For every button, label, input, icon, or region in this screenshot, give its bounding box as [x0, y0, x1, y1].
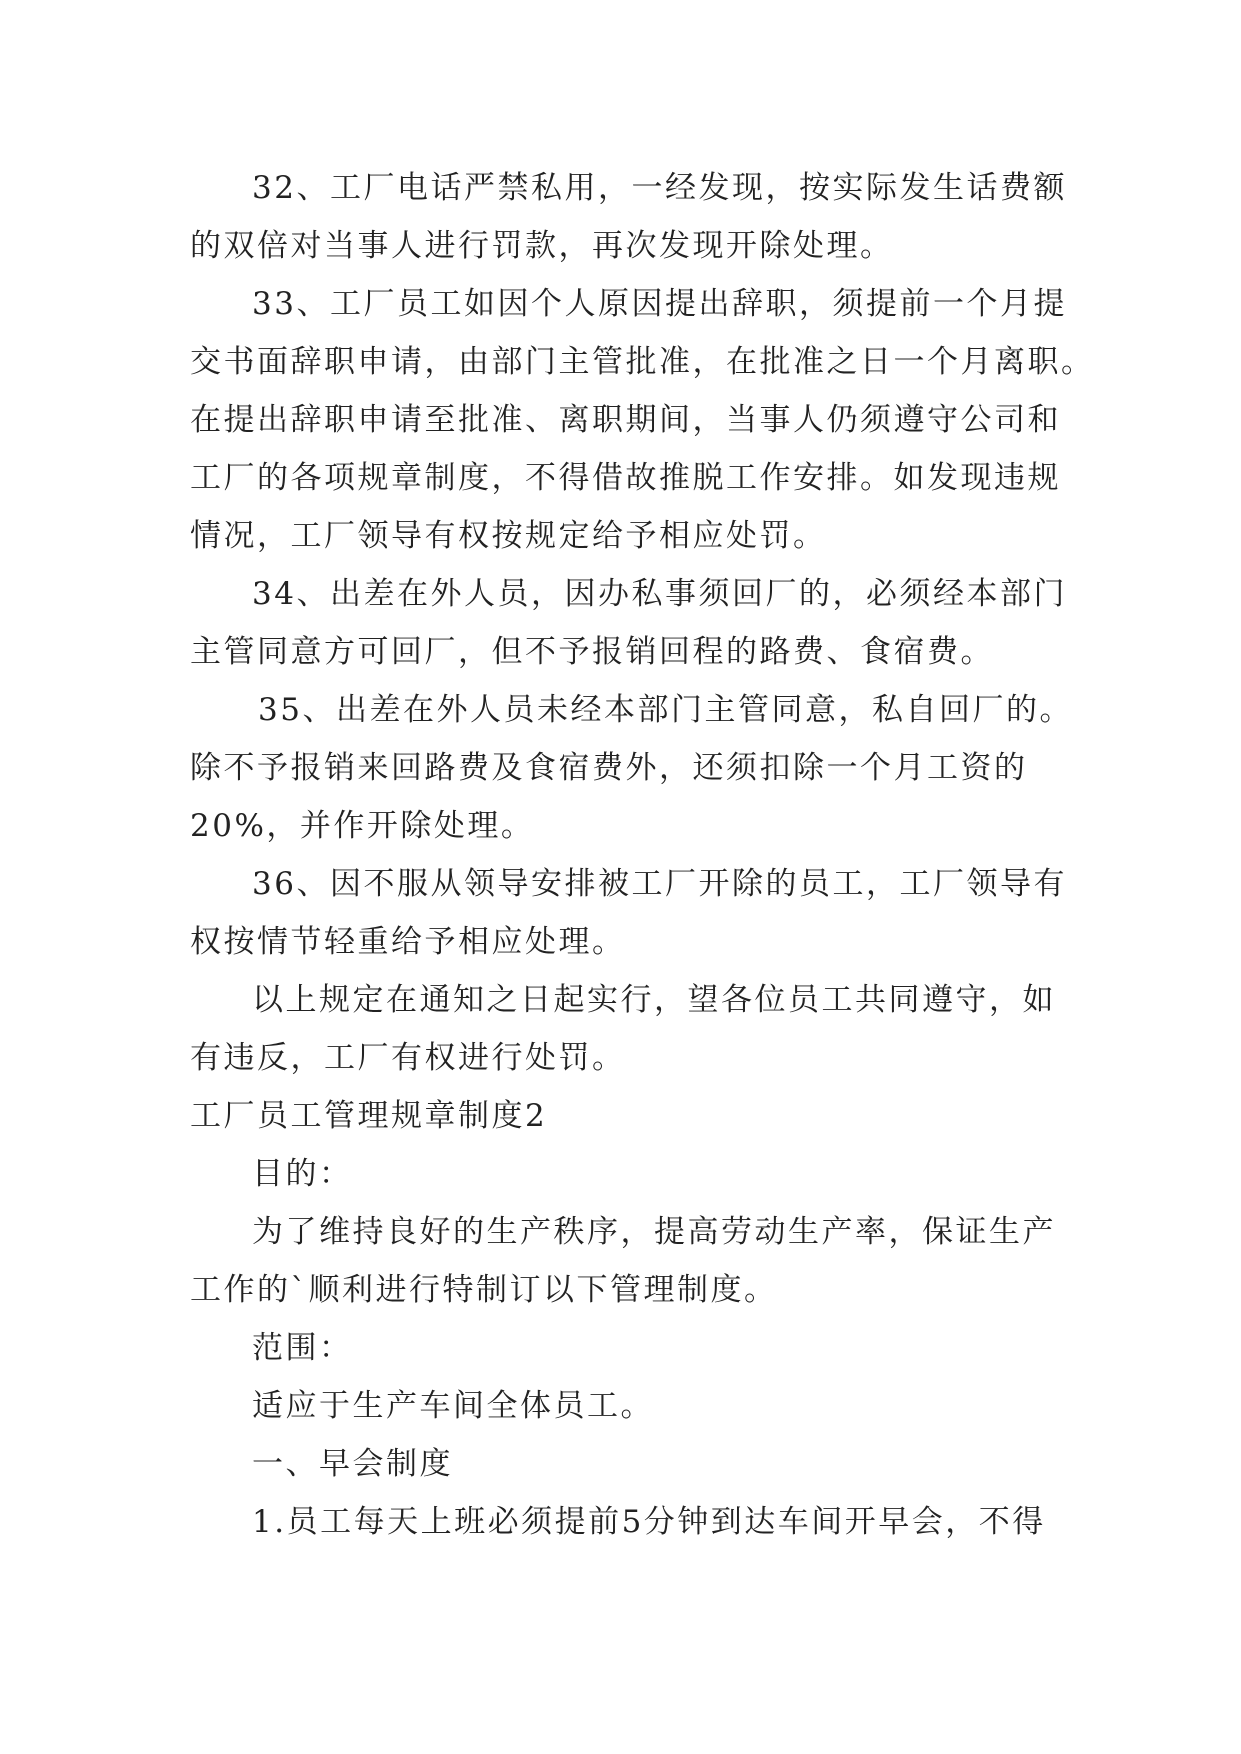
text-line: 在提出辞职申请至批准、离职期间，当事人仍须遵守公司和 — [190, 402, 1061, 438]
paragraph-section-1 — [190, 1435, 1062, 1493]
paragraph-rule-34 — [190, 565, 1067, 681]
text-line: 20%，并作开除处理。 — [190, 808, 535, 844]
text-line: 以上规定在通知之日起实行，望各位员工共同遵守，如 — [252, 982, 1056, 1018]
text-line: 的双倍对当事人进行罚款，再次发现开除处理。 — [190, 228, 894, 264]
text-line: 权按情节轻重给予相应处理。 — [190, 924, 626, 960]
text-line: 1.员工每天上班必须提前5分钟到达车间开早会，不得 — [252, 1504, 1046, 1540]
text-line: 情况，工厂领导有权按规定给予相应处罚。 — [190, 518, 827, 554]
text-line: 32、工厂电话严禁私用，一经发现，按实际发生话费额 — [252, 170, 1067, 206]
text-line: 一、早会制度 — [252, 1446, 453, 1482]
paragraph-purpose — [190, 1203, 1062, 1319]
paragraph-scope-label — [190, 1319, 1062, 1377]
text-line: 工厂的各项规章制度，不得借故推脱工作安排。如发现违规 — [190, 460, 1061, 496]
text-line: 范围： — [252, 1330, 353, 1366]
paragraph-rule-33 — [190, 275, 1095, 565]
text-line: 适应于生产车间全体员工。 — [252, 1388, 654, 1424]
paragraph-closing — [190, 971, 1062, 1087]
text-line: 有违反，工厂有权进行处罚。 — [190, 1040, 626, 1076]
paragraph-purpose-label — [190, 1145, 1062, 1203]
text-line: 工作的`顺利进行特制订以下管理制度。 — [190, 1272, 778, 1308]
text-line: 工厂员工管理规章制度2 — [190, 1098, 548, 1134]
text-line: 主管同意方可回厂，但不予报销回程的路费、食宿费。 — [190, 634, 994, 670]
paragraph-rule-35 — [190, 681, 1073, 855]
text-line: 36、因不服从领导安排被工厂开除的员工，工厂领导有 — [252, 866, 1067, 902]
text-line: 34、出差在外人员，因办私事须回厂的，必须经本部门 — [252, 576, 1067, 612]
paragraph-item-1 — [190, 1493, 1062, 1551]
paragraph-rule-32 — [190, 159, 1067, 275]
document-body — [190, 159, 1095, 1551]
text-line: 目的： — [252, 1156, 353, 1192]
text-line: 为了维持良好的生产秩序，提高劳动生产率，保证生产 — [252, 1214, 1056, 1250]
section-title — [190, 1087, 1062, 1145]
text-line: 交书面辞职申请，由部门主管批准，在批准之日一个月离职。 — [190, 344, 1095, 380]
text-line: 35、出差在外人员未经本部门主管同意，私自回厂的。 — [258, 692, 1073, 728]
paragraph-rule-36 — [190, 855, 1067, 971]
text-line: 33、工厂员工如因个人原因提出辞职，须提前一个月提 — [252, 286, 1067, 322]
text-line: 除不予报销来回路费及食宿费外，还须扣除一个月工资的 — [190, 750, 1028, 786]
paragraph-scope — [190, 1377, 1062, 1435]
